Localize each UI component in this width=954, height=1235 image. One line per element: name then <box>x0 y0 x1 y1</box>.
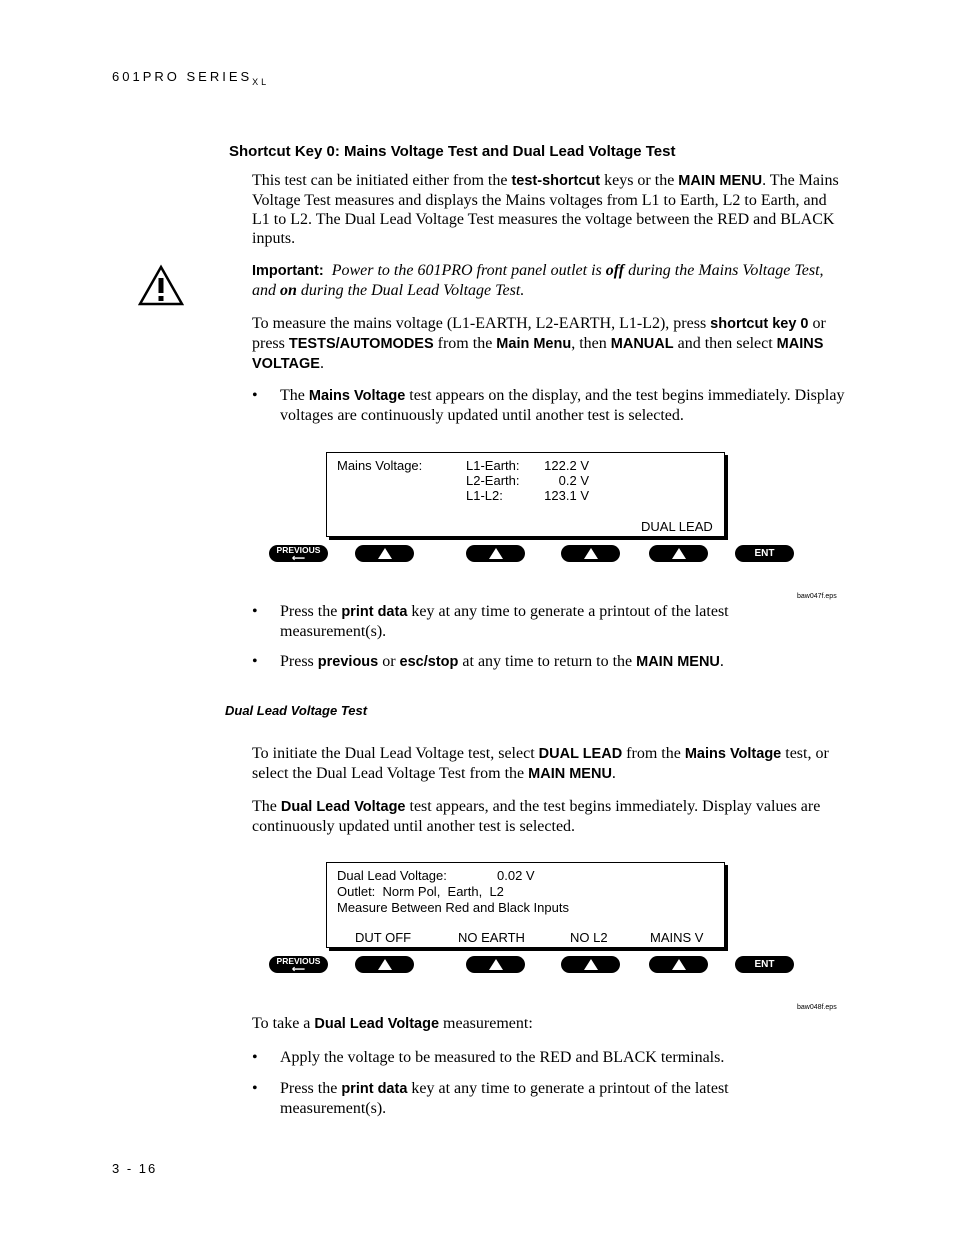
bold-term: MANUAL <box>610 336 674 352</box>
bullet-dot: • <box>252 1049 258 1066</box>
warning-icon <box>138 264 184 306</box>
bold-term: Dual Lead Voltage <box>280 799 406 815</box>
text: Power to the 601PRO front panel outlet is <box>331 262 606 279</box>
header-series: 601PRO SERIES <box>112 69 253 84</box>
text: Press the <box>280 603 342 620</box>
text: , then <box>571 335 611 352</box>
bold-term: DUAL LEAD <box>538 746 623 762</box>
row-label: L1-Earth: <box>466 458 520 473</box>
bullet-item <box>252 602 780 641</box>
bold-term: MAIN MENU <box>636 654 720 670</box>
display-title: Mains Voltage: <box>337 458 423 473</box>
dual-lead-voltage-display <box>326 862 725 948</box>
bold-term: shortcut key 0 <box>710 316 809 332</box>
bold-term: test-shortcut <box>511 173 601 189</box>
bold-term: Mains Voltage <box>684 746 782 762</box>
text: key at any time to generate a printout of the latest measurement(s). <box>280 603 729 640</box>
softkey-label-mains-v: MAINS V <box>650 930 704 945</box>
paragraph-measure <box>252 314 844 374</box>
text: . <box>719 653 724 670</box>
text: during the Mains Voltage Test, and <box>252 262 824 299</box>
text: key at any time to generate a printout of the latest measurement(s). <box>280 1080 729 1117</box>
text: . <box>611 765 616 782</box>
up-triangle-icon <box>489 548 503 559</box>
page-number: 3 - 16 <box>112 1161 158 1176</box>
softkey-label-no-earth: NO EARTH <box>458 930 525 945</box>
text: from the <box>622 745 685 762</box>
section-title: Shortcut Key 0: Mains Voltage Test and Dual Lead Voltage Test <box>229 143 676 160</box>
text: To take a <box>252 1015 315 1032</box>
previous-key-label: PREVIOUS <box>276 545 321 555</box>
left-arrow-icon: ⟵ <box>292 964 305 974</box>
running-header <box>112 69 269 87</box>
softkey-3[interactable] <box>561 956 620 973</box>
bold-term: MAINS VOLTAGE <box>252 336 824 372</box>
text: or press <box>252 315 826 352</box>
bold-term: Mains Voltage <box>308 388 406 404</box>
bold-term: Dual Lead Voltage <box>314 1016 440 1032</box>
left-arrow-icon: ⟵ <box>292 553 305 563</box>
previous-key[interactable] <box>269 545 328 562</box>
important-label: Important: <box>252 263 324 279</box>
softkey-2[interactable] <box>466 545 525 562</box>
text: Press <box>280 653 318 670</box>
bullet-item <box>252 1048 845 1067</box>
display-title: Dual Lead Voltage: <box>337 868 447 883</box>
bullet-item <box>252 652 845 672</box>
text: The <box>280 387 309 404</box>
bold-term: esc/stop <box>399 654 459 670</box>
paragraph-intro <box>252 171 844 248</box>
important-note <box>252 261 844 300</box>
emphasis-off: off <box>605 262 625 279</box>
up-triangle-icon <box>489 959 503 970</box>
row-label: L1-L2: <box>466 488 503 503</box>
text: Apply the voltage to be measured to the RED and BLACK terminals. <box>280 1049 725 1066</box>
softkey-label-no-l2: NO L2 <box>570 930 608 945</box>
text: This test can be initiated either from the <box>252 172 512 189</box>
display-line: Outlet: Norm Pol, Earth, L2 <box>337 884 504 899</box>
ent-key[interactable]: ENT <box>735 956 794 973</box>
softkey-label-dual-lead: DUAL LEAD <box>641 519 713 534</box>
text: keys or the <box>600 172 679 189</box>
text: Press the <box>280 1080 342 1097</box>
bold-term: print data <box>341 1081 408 1097</box>
text: . The Mains Voltage Test measures and displays the Mains voltages from L1 to Earth, L2 to Earth, and L1 to L2. The Dual Lead Voltage Test measures the voltage between the RED and BLACK inputs. <box>252 172 839 247</box>
display-line: Measure Between Red and Black Inputs <box>337 900 569 915</box>
bullet-item <box>252 386 845 425</box>
text: or <box>378 653 400 670</box>
row-value: 0.2 V <box>558 473 589 488</box>
text: To measure the mains voltage (L1-EARTH, L2-EARTH, L1-L2), press <box>252 315 711 332</box>
up-triangle-icon <box>378 548 392 559</box>
bold-term: print data <box>341 604 408 620</box>
bold-term: MAIN MENU <box>528 766 612 782</box>
up-triangle-icon <box>672 959 686 970</box>
up-triangle-icon <box>378 959 392 970</box>
text: To initiate the Dual Lead Voltage test, select <box>252 745 539 762</box>
emphasis-on: on <box>280 282 297 299</box>
softkey-1[interactable] <box>355 956 414 973</box>
text: from the <box>433 335 497 352</box>
bold-term: MAIN MENU <box>678 173 763 189</box>
display-value: 0.02 V <box>497 868 535 883</box>
softkey-4[interactable] <box>649 956 708 973</box>
subsection-title: Dual Lead Voltage Test <box>225 703 368 718</box>
previous-key-label: PREVIOUS <box>276 956 321 966</box>
row-value: 122.2 V <box>544 458 589 473</box>
softkey-3[interactable] <box>561 545 620 562</box>
text: The <box>252 798 281 815</box>
header-sub: XL <box>252 77 270 87</box>
bold-term: Main Menu <box>496 336 572 352</box>
figure-filename: baw047f.eps <box>797 593 837 600</box>
paragraph-dual-lead-appears <box>252 797 844 836</box>
bold-term: previous <box>317 654 379 670</box>
row-label: L2-Earth: <box>466 473 520 488</box>
softkey-label-dut-off: DUT OFF <box>355 930 412 945</box>
up-triangle-icon <box>584 959 598 970</box>
up-triangle-icon <box>672 548 686 559</box>
text: measurement: <box>439 1015 533 1032</box>
bullet-item <box>252 1079 780 1118</box>
bullet-dot: • <box>252 653 258 670</box>
text: at any time to return to the <box>458 653 637 670</box>
figure-filename: baw048f.eps <box>797 1004 837 1011</box>
text: and then select <box>673 335 777 352</box>
bullet-dot: • <box>252 603 258 620</box>
text: test appears, and the test begins immediately. Display values are continuously updated until another test is selected. <box>252 798 821 835</box>
up-triangle-icon <box>584 548 598 559</box>
bullet-dot: • <box>252 1080 258 1097</box>
ent-key[interactable]: ENT <box>735 545 794 562</box>
paragraph-dual-lead-intro <box>252 744 844 784</box>
softkey-1[interactable] <box>355 545 414 562</box>
softkey-2[interactable] <box>466 956 525 973</box>
bold-term: TESTS/AUTOMODES <box>288 336 434 352</box>
mains-voltage-display <box>326 452 725 537</box>
previous-key[interactable] <box>269 956 328 973</box>
paragraph-take-measurement <box>252 1014 844 1034</box>
bullet-dot: • <box>252 387 258 404</box>
text: during the Dual Lead Voltage Test. <box>296 282 525 299</box>
text: . <box>319 355 324 372</box>
text: test, or select the Dual Lead Voltage Test from the <box>252 745 829 782</box>
row-value: 123.1 V <box>544 488 589 503</box>
text: test appears on the display, and the test begins immediately. Display voltages are continuously updated until another test is selected. <box>280 387 845 424</box>
softkey-4[interactable] <box>649 545 708 562</box>
